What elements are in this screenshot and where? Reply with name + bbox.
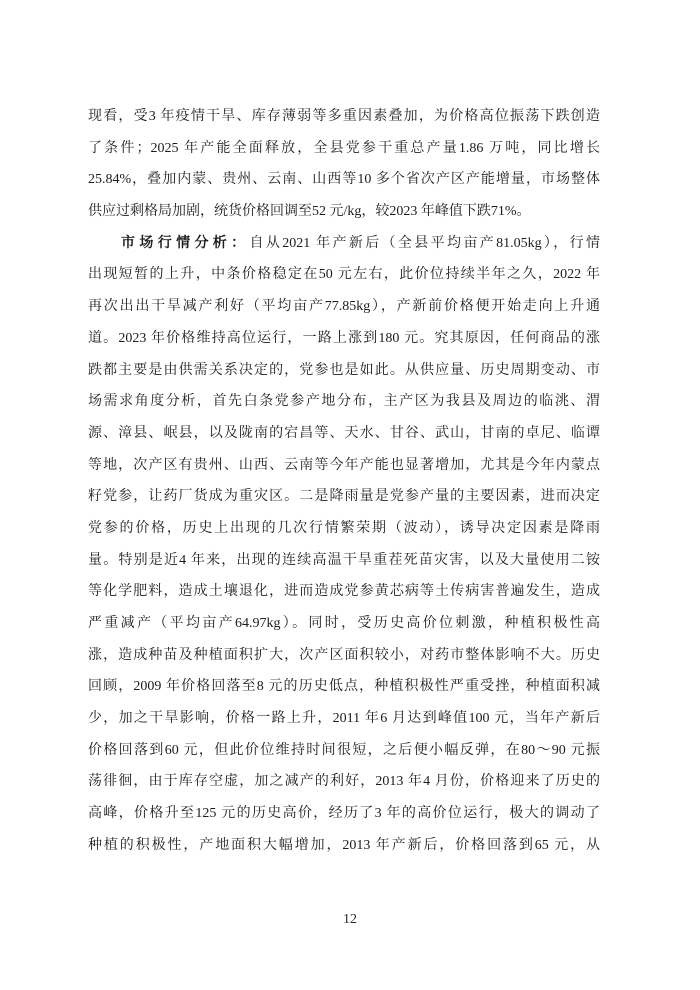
text-line: 少，加之干旱影响，价格一路上升，2011 年6 月达到峰值100 元，当年产新后 [88,711,600,727]
text-line: 高峰，价格升至125 元的历史高价，经历了3 年的高价位运行，极大的调动了 [88,806,600,822]
text-line: 回顾，2009 年价格回落至8 元的历史低点，种植积极性严重受挫，种植面积减 [88,679,600,695]
text-line: 出现短暂的上升，中条价格稳定在50 元左右，此价位持续半年之久，2022 年 [88,267,600,283]
text-line: 供应过剩格局加剧，统货价格回调至52 元/kg，较2023 年峰值下跌71%。 [88,204,531,220]
text-line [88,228,600,260]
section-heading: 市场行情分析： [121,235,250,251]
page-number: 12 [343,912,357,927]
text-line: 严重减产（平均亩产64.97kg）。同时，受历史高价位刺激，种植积极性高 [88,616,600,631]
text-line: 量。特别是近4 年来，出现的连续高温干旱重茬死苗灾害，以及大量使用二铵 [88,552,600,568]
text-line: 场需求角度分析，首先白条党参产地分布，主产区为我县及周边的临洮、渭 [88,394,600,410]
text-line: 再次出出干旱减产利好（平均亩产77.85kg），产新前价格便开始走向上升通 [88,299,600,315]
text-line: 现看，受3 年疫情干旱、库存薄弱等多重因素叠加，为价格高位振荡下跌创造 [88,109,600,124]
text-line: 跌都主要是由供需关系决定的，党参也是如此。从供应量、历史周期变动、市 [88,362,600,378]
text-line: 25.84%，叠加内蒙、贵州、云南、山西等10 多个省次产区产能增量，市场整体 [88,172,600,188]
text-line: 涨，造成种苗及种植面积扩大，次产区面积较小，对药市整体影响不大。历史 [88,647,600,663]
text-line: 价格回落到60 元，但此价位维持时间很短，之后便小幅反弹，在80～90 元振 [88,742,600,758]
heading-line-text: 自从2021 年产新后（全县平均亩产81.05kg），行情 [249,235,600,251]
text-line: 等化学肥料，造成土壤退化，进而造成党参黄芯病等土传病害普遍发生，造成 [88,584,600,600]
text-line: 了条件；2025 年产能全面释放，全县党参干重总产量1.86 万吨，同比增长 [88,140,600,156]
page-body [88,101,600,862]
text-line: 等地，次产区有贵州、山西、云南等今年产能也显著增加，尤其是今年内蒙点 [88,457,600,473]
text-line: 道。2023 年价格维持高位运行，一路上涨到180 元。究其原因，任何商品的涨 [88,330,600,346]
text-line: 源、漳县、岷县，以及陇南的宕昌等、天水、甘谷、武山，甘南的卓尼、临谭 [88,425,600,441]
text-line: 荡徘徊，由于库存空虚，加之减产的利好，2013 年4 月份，价格迎来了历史的 [88,774,600,790]
text-line: 籽党参，让药厂货成为重灾区。二是降雨量是党参产量的主要因素，进而决定 [88,489,600,505]
text-line: 党参的价格，历史上出现的几次行情繁荣期（波动），诱导决定因素是降雨 [88,520,600,536]
text-line: 种植的积极性，产地面积大幅增加，2013 年产新后，价格回落到65 元，从 [88,837,600,853]
